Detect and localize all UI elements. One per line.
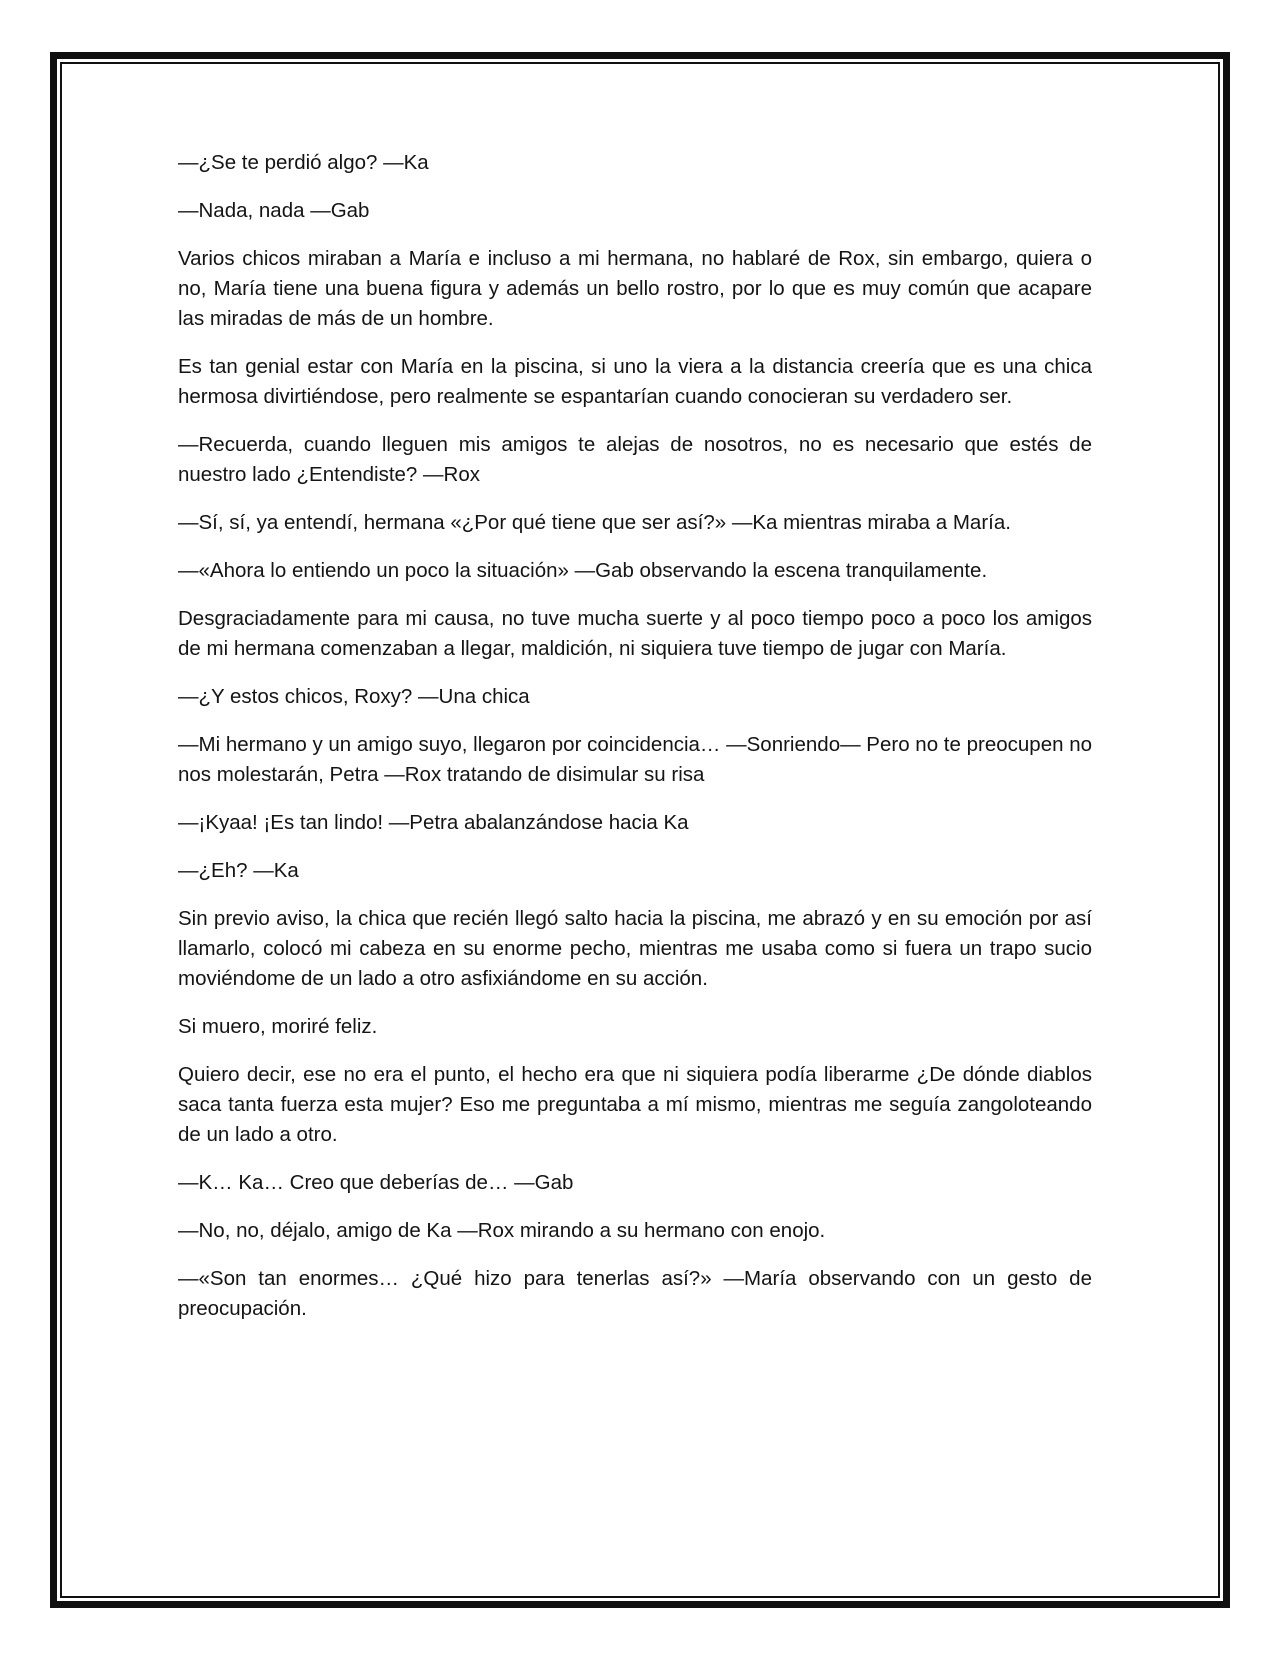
paragraph: Quiero decir, ese no era el punto, el hecho era que ni siquiera podía liberarme ¿De dónde diablos saca tanta fuerza esta mujer? Eso me preguntaba a mí mismo, mientras me seguía zangoloteando de un lado a otro. xyxy=(178,1063,1092,1146)
paragraph: —¿Y estos chicos, Roxy? —Una chica xyxy=(178,685,530,708)
paragraph: —No, no, déjalo, amigo de Ka —Rox mirando a su hermano con enojo. xyxy=(178,1219,826,1242)
paragraph: Varios chicos miraban a María e incluso a mi hermana, no hablaré de Rox, sin embargo, quiera o no, María tiene una buena figura y además un bello rostro, por lo que es muy común que acapare las miradas de más de un hombre. xyxy=(178,247,1092,330)
paragraph: —¡Kyaa! ¡Es tan lindo! —Petra abalanzándose hacia Ka xyxy=(178,811,689,834)
paragraph: —Sí, sí, ya entendí, hermana «¿Por qué tiene que ser así?» —Ka mientras miraba a María. xyxy=(178,511,1011,534)
paragraph: —Nada, nada —Gab xyxy=(178,199,370,222)
paragraph: —«Son tan enormes… ¿Qué hizo para tenerlas así?» —María observando con un gesto de preocupación. xyxy=(178,1267,1092,1320)
paragraph: Sin previo aviso, la chica que recién llegó salto hacia la piscina, me abrazó y en su emoción por así llamarlo, colocó mi cabeza en su enorme pecho, mientras me usaba como si fuera un trapo sucio moviéndome de un lado a otro asfixiándome en su acción. xyxy=(178,907,1092,990)
page-border-inner-frame xyxy=(60,62,1220,1598)
page-text-content xyxy=(178,148,1092,1324)
page-border-outer-frame xyxy=(50,52,1230,1608)
paragraph: —Recuerda, cuando lleguen mis amigos te alejas de nosotros, no es necesario que estés de nuestro lado ¿Entendiste? —Rox xyxy=(178,433,1092,486)
paragraph: Si muero, moriré feliz. xyxy=(178,1015,378,1038)
paragraph: —K… Ka… Creo que deberías de… —Gab xyxy=(178,1171,574,1194)
paragraph: —Mi hermano y un amigo suyo, llegaron por coincidencia… —Sonriendo— Pero no te preocupen no nos molestarán, Petra —Rox tratando de disimular su risa xyxy=(178,733,1092,786)
paragraph: —¿Se te perdió algo? —Ka xyxy=(178,151,429,174)
paragraph: Es tan genial estar con María en la piscina, si uno la viera a la distancia creería que es una chica hermosa divirtiéndose, pero realmente se espantarían cuando conocieran su verdadero ser. xyxy=(178,355,1092,408)
paragraph: —¿Eh? —Ka xyxy=(178,859,299,882)
paragraph: Desgraciadamente para mi causa, no tuve mucha suerte y al poco tiempo poco a poco los amigos de mi hermana comenzaban a llegar, maldición, ni siquiera tuve tiempo de jugar con María. xyxy=(178,607,1092,660)
paragraph: —«Ahora lo entiendo un poco la situación» —Gab observando la escena tranquilamente. xyxy=(178,559,988,582)
